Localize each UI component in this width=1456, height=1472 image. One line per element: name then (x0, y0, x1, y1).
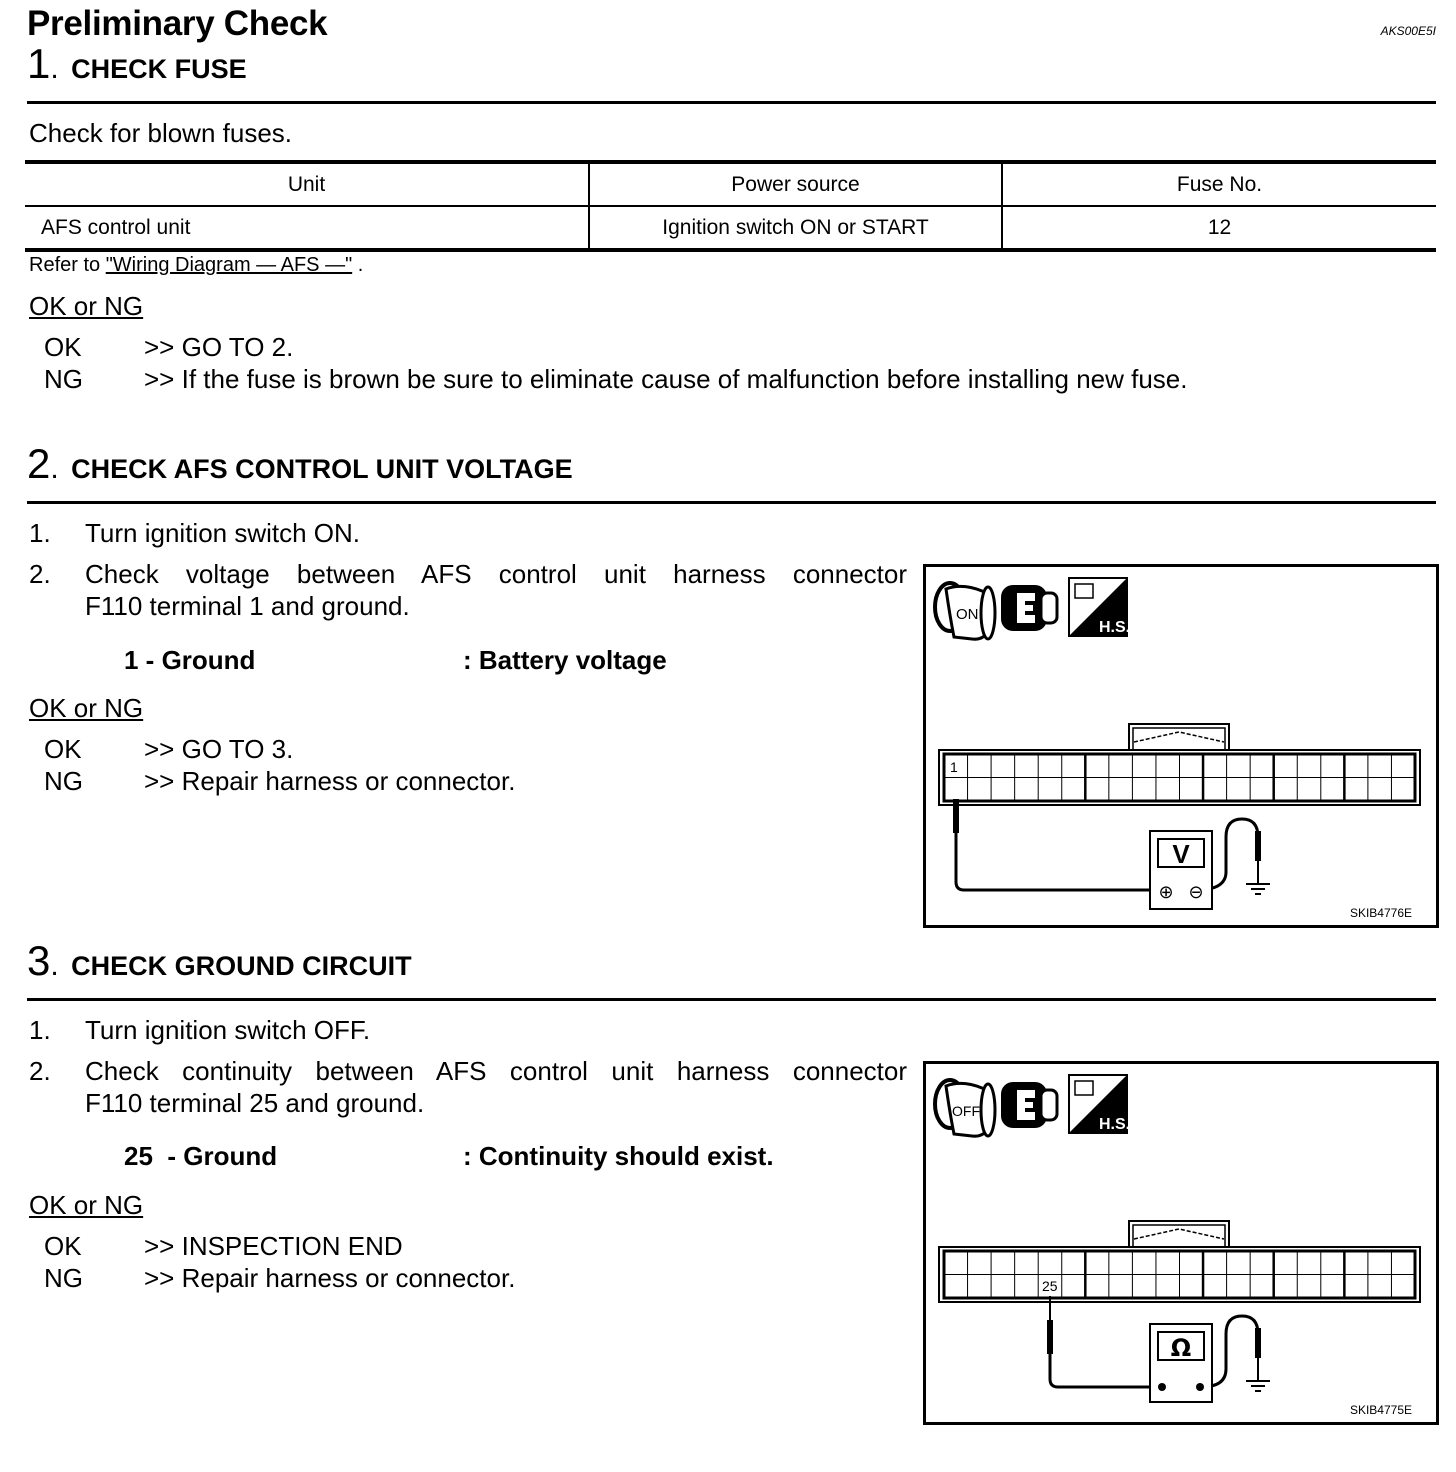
result-value: >> GO TO 2. (144, 332, 294, 362)
result-key: OK (44, 734, 82, 764)
instruction-number: 1. (29, 518, 51, 548)
step-3-instructions (29, 1015, 909, 1125)
figure-code: SKIB4776E (1349, 906, 1412, 920)
result-value: >> If the fuse is brown be sure to eliminate cause of malfunction before installing new fuse. (144, 364, 1188, 394)
instruction-text: Turn ignition switch ON. (85, 518, 361, 548)
terminal-label: 1 (950, 759, 958, 775)
voltmeter-icon (1150, 831, 1212, 909)
continuity-check-figure (923, 1061, 1439, 1425)
column-header-fuse-no: Fuse No. (1002, 162, 1436, 206)
section-divider (27, 101, 1436, 104)
harness-connector (939, 1221, 1420, 1302)
harness-side-icon (1069, 578, 1130, 636)
instruction-text-continued: F110 terminal 1 and ground. (85, 591, 410, 621)
page-title: Preliminary Check (27, 4, 328, 43)
fuse-table (25, 160, 1436, 252)
instruction-number: 2. (29, 1056, 51, 1086)
result-value: >> INSPECTION END (144, 1231, 403, 1261)
instruction-text: Check continuity between AFS control unit harness connector (85, 1056, 907, 1086)
step-number: 2 (27, 440, 51, 487)
instruction-number: 1. (29, 1015, 51, 1045)
result-value: >> Repair harness or connector. (144, 766, 516, 796)
result-ok (44, 1231, 403, 1262)
step-title: CHECK FUSE (71, 54, 247, 84)
ground-icon (1246, 1358, 1270, 1391)
step-number: 3 (27, 937, 51, 984)
voltage-check-diagram (926, 567, 1436, 925)
result-key: OK (44, 332, 82, 362)
step-1-heading: 1. CHECK FUSE (27, 40, 247, 87)
step-title: CHECK AFS CONTROL UNIT VOLTAGE (71, 454, 573, 484)
ok-or-ng-label: OK or NG (29, 291, 144, 321)
step-2-instructions (29, 518, 909, 628)
table-header-row (25, 162, 1436, 206)
ohmmeter-icon (1150, 1324, 1212, 1402)
instruction-number: 2. (29, 559, 51, 589)
result-key: NG (44, 766, 83, 796)
column-header-power-source: Power source (589, 162, 1002, 206)
result-ng (44, 766, 515, 797)
harness-connector (939, 724, 1420, 805)
spec-terminals: 1 - Ground (124, 645, 256, 675)
cell-fuse-no: 12 (1002, 206, 1436, 250)
step-number: 1 (27, 40, 51, 87)
column-header-unit: Unit (25, 162, 589, 206)
spec-value: : Continuity should exist. (463, 1141, 774, 1171)
step-1-intro: Check for blown fuses. (29, 118, 293, 148)
section-divider (27, 998, 1436, 1001)
wiring-reference (29, 254, 363, 277)
continuity-check-diagram (926, 1064, 1436, 1422)
instruction-text: Turn ignition switch OFF. (85, 1015, 371, 1045)
harness-side-label: H.S. (1099, 1116, 1131, 1133)
terminal-label: 25 (1042, 1278, 1058, 1294)
minus-terminal: ⊖ (1188, 882, 1204, 903)
result-value: >> GO TO 3. (144, 734, 294, 764)
result-ok (44, 332, 293, 363)
spec-terminals: 25 - Ground (124, 1141, 278, 1171)
ok-or-ng-label: OK or NG (29, 693, 144, 723)
ground-icon (1246, 861, 1270, 894)
harness-side-label: H.S. (1099, 619, 1131, 636)
document-id: AKS00E5I (1380, 24, 1436, 38)
refer-suffix: . (352, 254, 364, 276)
wiring-diagram-link[interactable]: "Wiring Diagram — AFS —" (105, 254, 353, 276)
ignition-key-icon (935, 1080, 995, 1136)
meter-label: Ω (1170, 1334, 1192, 1362)
result-key: NG (44, 1263, 83, 1293)
plus-terminal: ⊕ (1158, 882, 1174, 903)
spec-value: : Battery voltage (463, 645, 667, 675)
step-title: CHECK GROUND CIRCUIT (71, 951, 412, 981)
result-ng (44, 1263, 515, 1294)
result-value: >> Repair harness or connector. (144, 1263, 516, 1293)
connector-e-icon (1001, 1082, 1057, 1128)
result-key: NG (44, 364, 83, 394)
ignition-position-label: OFF (952, 1103, 980, 1119)
voltage-check-figure (923, 564, 1439, 928)
instruction-text-continued: F110 terminal 25 and ground. (85, 1088, 425, 1118)
instruction-text: Check voltage between AFS control unit harness connector (85, 559, 907, 589)
harness-side-icon (1069, 1075, 1130, 1133)
positive-terminal (1158, 1383, 1166, 1391)
meter-label: V (1172, 839, 1190, 869)
result-ng (44, 364, 1187, 395)
negative-terminal (1196, 1383, 1204, 1391)
step-2-heading: 2. CHECK AFS CONTROL UNIT VOLTAGE (27, 440, 573, 487)
result-ok (44, 734, 293, 765)
table-row (25, 206, 1436, 250)
ignition-position-label: ON (956, 606, 979, 623)
result-key: OK (44, 1231, 82, 1261)
step-3-heading: 3. CHECK GROUND CIRCUIT (27, 937, 412, 984)
cell-power-source: Ignition switch ON or START (589, 206, 1002, 250)
refer-prefix: Refer to (29, 254, 106, 276)
connector-e-icon (1001, 585, 1057, 631)
section-divider (27, 501, 1436, 504)
ok-or-ng-label: OK or NG (29, 1190, 144, 1220)
ignition-key-icon (935, 583, 995, 639)
figure-code: SKIB4775E (1349, 1403, 1412, 1417)
cell-unit: AFS control unit (25, 206, 589, 250)
test-lead (953, 799, 1261, 890)
